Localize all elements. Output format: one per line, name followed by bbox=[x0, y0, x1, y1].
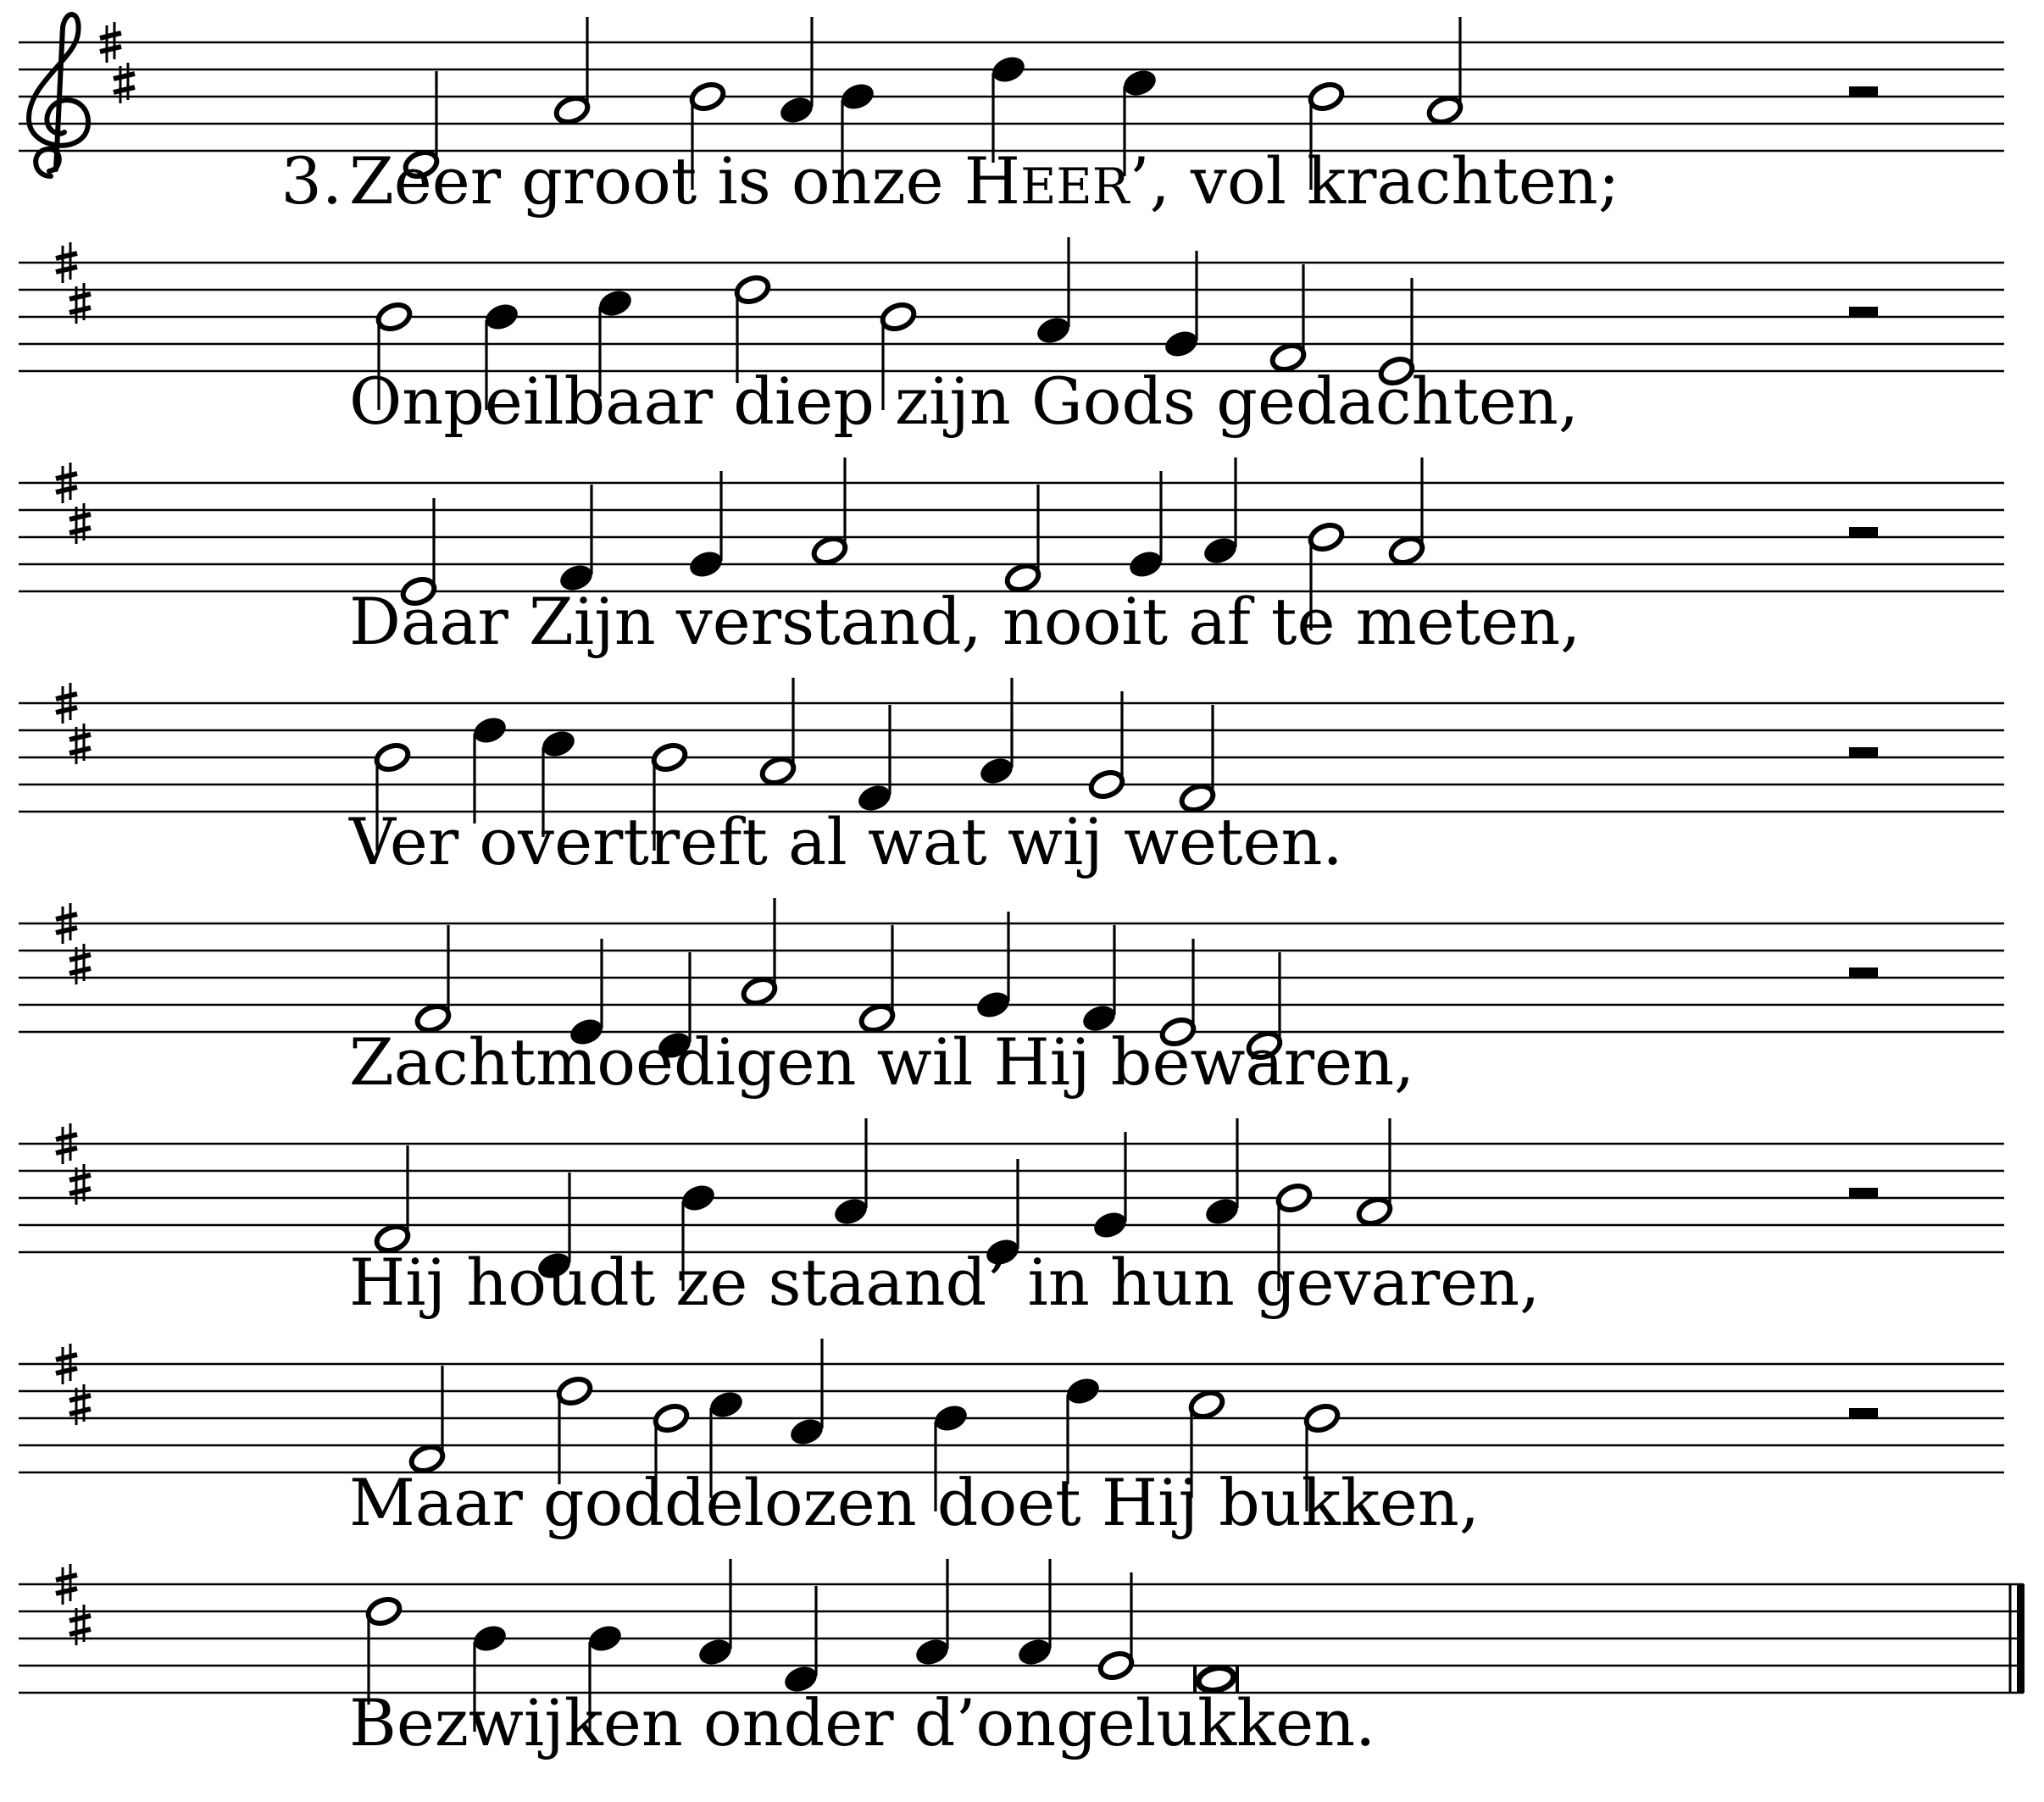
half-rest-icon bbox=[1849, 1408, 1878, 1418]
half-rest-icon bbox=[1849, 527, 1878, 537]
note-quarter bbox=[1202, 457, 1240, 567]
note-half bbox=[811, 457, 849, 567]
staff-system-4 bbox=[19, 678, 2004, 879]
half-rest-icon bbox=[1849, 86, 1878, 97]
staff-lines bbox=[19, 263, 2004, 371]
note-quarter bbox=[856, 705, 894, 814]
note-quarter bbox=[558, 485, 596, 594]
half-rest-icon bbox=[1849, 747, 1878, 757]
lyric-line: Zeer groot is onze HEER’, vol krachten; bbox=[349, 143, 1620, 219]
note-quarter bbox=[1016, 1559, 1054, 1668]
note-half bbox=[741, 898, 779, 1007]
staff-lines bbox=[19, 1584, 2024, 1693]
staff-lines bbox=[19, 1144, 2004, 1252]
note-half bbox=[414, 925, 453, 1034]
note-half bbox=[1426, 17, 1464, 126]
staff-system-8 bbox=[19, 1559, 2025, 1760]
note-quarter bbox=[788, 1339, 826, 1448]
note-half bbox=[1088, 691, 1126, 801]
staff-lines bbox=[19, 1364, 2004, 1472]
note-half bbox=[374, 1145, 412, 1255]
note-half bbox=[1097, 1572, 1136, 1682]
lyric-line: Bezwijken onder d’ongelukken. bbox=[349, 1685, 1376, 1760]
note-quarter bbox=[687, 471, 725, 580]
note-quarter bbox=[1035, 237, 1073, 347]
note-quarter bbox=[978, 678, 1016, 787]
staff-lines bbox=[19, 923, 2004, 1032]
note-half bbox=[858, 925, 897, 1034]
note-half bbox=[553, 17, 592, 126]
lyric-line: Maar goddelozen doet Hij bukken, bbox=[349, 1465, 1480, 1540]
note-quarter bbox=[697, 1559, 735, 1668]
staff-system-1 bbox=[19, 14, 2004, 219]
staff-system-2 bbox=[19, 237, 2004, 439]
staff-system-6 bbox=[19, 1118, 2004, 1320]
note-quarter bbox=[914, 1559, 952, 1668]
note-half bbox=[1004, 485, 1042, 594]
treble-clef-icon bbox=[29, 14, 88, 176]
note-quarter bbox=[1127, 471, 1165, 580]
note-quarter bbox=[782, 1586, 820, 1695]
note-half bbox=[1179, 705, 1217, 814]
note-quarter bbox=[975, 912, 1013, 1021]
lyric-line: Hij houdt ze staand’ in hun gevaren, bbox=[349, 1245, 1541, 1320]
note-quarter bbox=[1163, 251, 1201, 360]
lyric-line: Onpeilbaar diep zijn Gods gedachten, bbox=[349, 363, 1580, 439]
note-quarter bbox=[778, 17, 816, 126]
lyric-line: Ver overtreft al wat wij weten. bbox=[349, 804, 1343, 879]
note-quarter bbox=[832, 1118, 870, 1228]
staff-system-7 bbox=[19, 1339, 2004, 1540]
note-half bbox=[1388, 457, 1426, 567]
staff-system-3 bbox=[19, 457, 2004, 659]
verse-number: 3. bbox=[280, 143, 342, 219]
half-rest-icon bbox=[1849, 968, 1878, 978]
lyric-line: Zachtmoedigen wil Hij bewaren, bbox=[349, 1024, 1415, 1100]
note-quarter bbox=[1080, 925, 1119, 1034]
note-half bbox=[408, 1366, 447, 1475]
note-half bbox=[1356, 1118, 1394, 1228]
note-half bbox=[1269, 264, 1308, 374]
half-rest-icon bbox=[1849, 307, 1878, 317]
lyric-line: Daar Zijn verstand, nooit af te meten, bbox=[349, 584, 1581, 659]
note-quarter bbox=[1091, 1132, 1130, 1241]
note-half bbox=[759, 678, 797, 787]
note-quarter bbox=[1203, 1118, 1241, 1228]
staff-system-5 bbox=[19, 898, 2004, 1100]
half-rest-icon bbox=[1849, 1188, 1878, 1198]
